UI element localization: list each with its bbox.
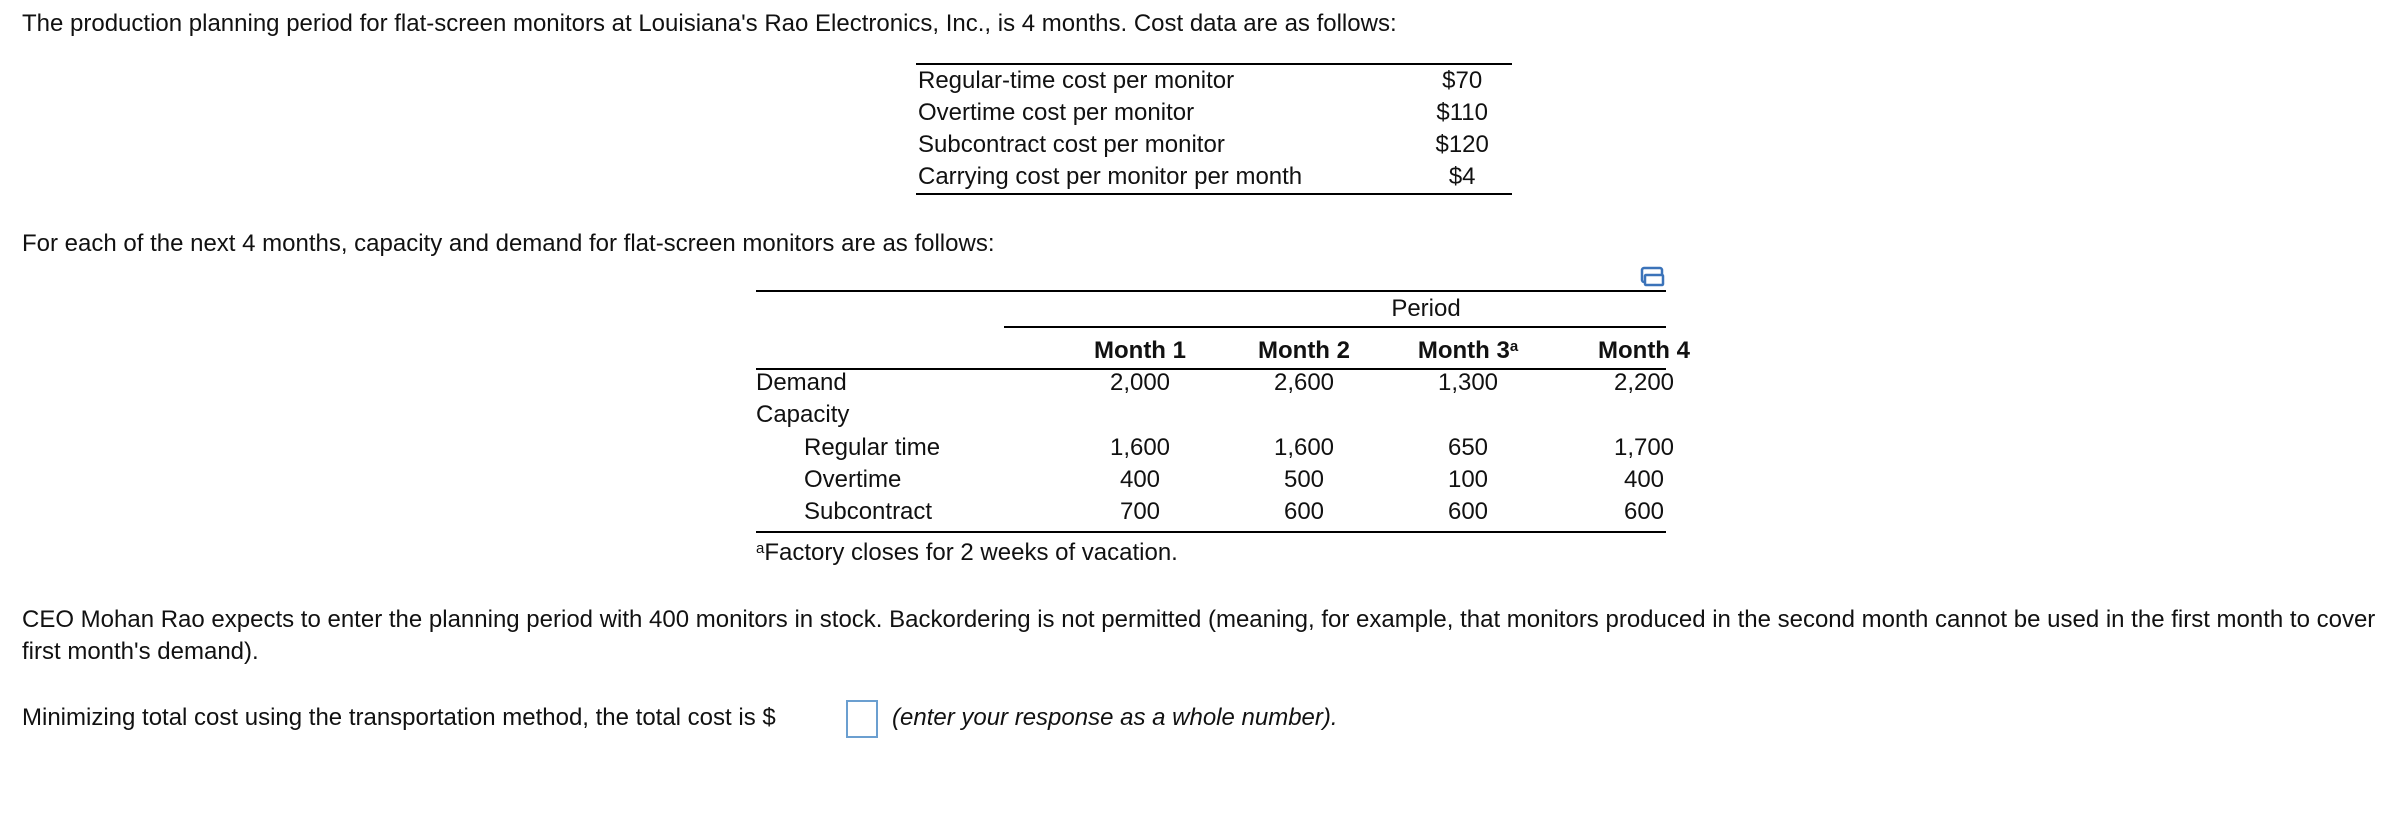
subcontract-value: 700: [1119, 498, 1161, 525]
demand-label: Demand: [756, 369, 847, 396]
question-prefix: Minimizing total cost using the transportation method, the total cost is $: [22, 704, 776, 731]
demand-value: 2,200: [1613, 369, 1675, 396]
period-header: Period: [1391, 295, 1461, 322]
footnote-text: Factory closes for 2 weeks of vacation.: [764, 539, 1178, 566]
intro-text: The production planning period for flat-screen monitors at Louisiana's Rao Electronics, Inc., is 4 months. Cost data are as follows:: [22, 10, 1397, 37]
overtime-value: 500: [1283, 466, 1325, 493]
overtime-label: Overtime: [804, 466, 902, 493]
cost-table-bottom-rule: [916, 193, 1512, 195]
overtime-value: 400: [1623, 466, 1665, 493]
demand-value: 1,300: [1437, 369, 1499, 396]
cost-value: $110: [1436, 99, 1488, 126]
cost-label: Regular-time cost per monitor: [918, 67, 1235, 94]
cost-row: [916, 161, 1512, 193]
cost-value: $4: [1448, 163, 1476, 190]
cost-value: $120: [1435, 131, 1489, 158]
regular-time-value: 650: [1447, 434, 1489, 461]
month-header: Month 4: [1598, 337, 1690, 364]
subcontract-label: Subcontract: [804, 498, 933, 525]
subcontract-value: 600: [1623, 498, 1665, 525]
overtime-value: 400: [1119, 466, 1161, 493]
regular-time-value: 1,700: [1613, 434, 1675, 461]
subcontract-value: 600: [1447, 498, 1489, 525]
cost-label: Carrying cost per monitor per month: [918, 163, 1303, 190]
footnote-superscript: a: [1509, 338, 1519, 355]
overtime-value: 100: [1447, 466, 1489, 493]
demand-value: 2,600: [1273, 369, 1335, 396]
cost-label: Overtime cost per monitor: [918, 99, 1195, 126]
cost-value: $70: [1442, 67, 1483, 94]
capacity-label: Capacity: [756, 401, 850, 428]
edit-icon[interactable]: [1640, 266, 1666, 288]
cost-row: [916, 97, 1512, 129]
month-header: Month 1: [1094, 337, 1186, 364]
capacity-intro-text: For each of the next 4 months, capacity and demand for flat-screen monitors are as follows:: [22, 230, 995, 257]
table-bottom-rule: [756, 531, 1666, 533]
period-rule: [1004, 326, 1666, 328]
ceo-text: CEO Mohan Rao expects to enter the planning period with 400 monitors in stock. Backordering is not permitted (meaning, for example, that monitors produced in the second month cannot be used in the first month to cover first month's demand).: [22, 606, 2376, 665]
regular-time-value: 1,600: [1273, 434, 1335, 461]
footnote-mark: a: [756, 540, 765, 557]
total-cost-input[interactable]: [846, 700, 878, 738]
demand-value: 2,000: [1109, 369, 1171, 396]
table-top-rule: [756, 290, 1666, 292]
regular-time-value: 1,600: [1109, 434, 1171, 461]
table-footnote: [756, 538, 1178, 568]
question-hint: (enter your response as a whole number).: [892, 704, 1338, 731]
month-header: Month 2: [1258, 337, 1350, 364]
cost-table: [916, 63, 1512, 195]
cost-row: [916, 129, 1512, 161]
subcontract-value: 600: [1283, 498, 1325, 525]
month-header: [1398, 336, 1538, 366]
cost-row: [916, 65, 1512, 97]
month-header-label: Month 3: [1417, 337, 1510, 364]
regular-time-label: Regular time: [804, 434, 941, 461]
cost-label: Subcontract cost per monitor: [918, 131, 1225, 158]
